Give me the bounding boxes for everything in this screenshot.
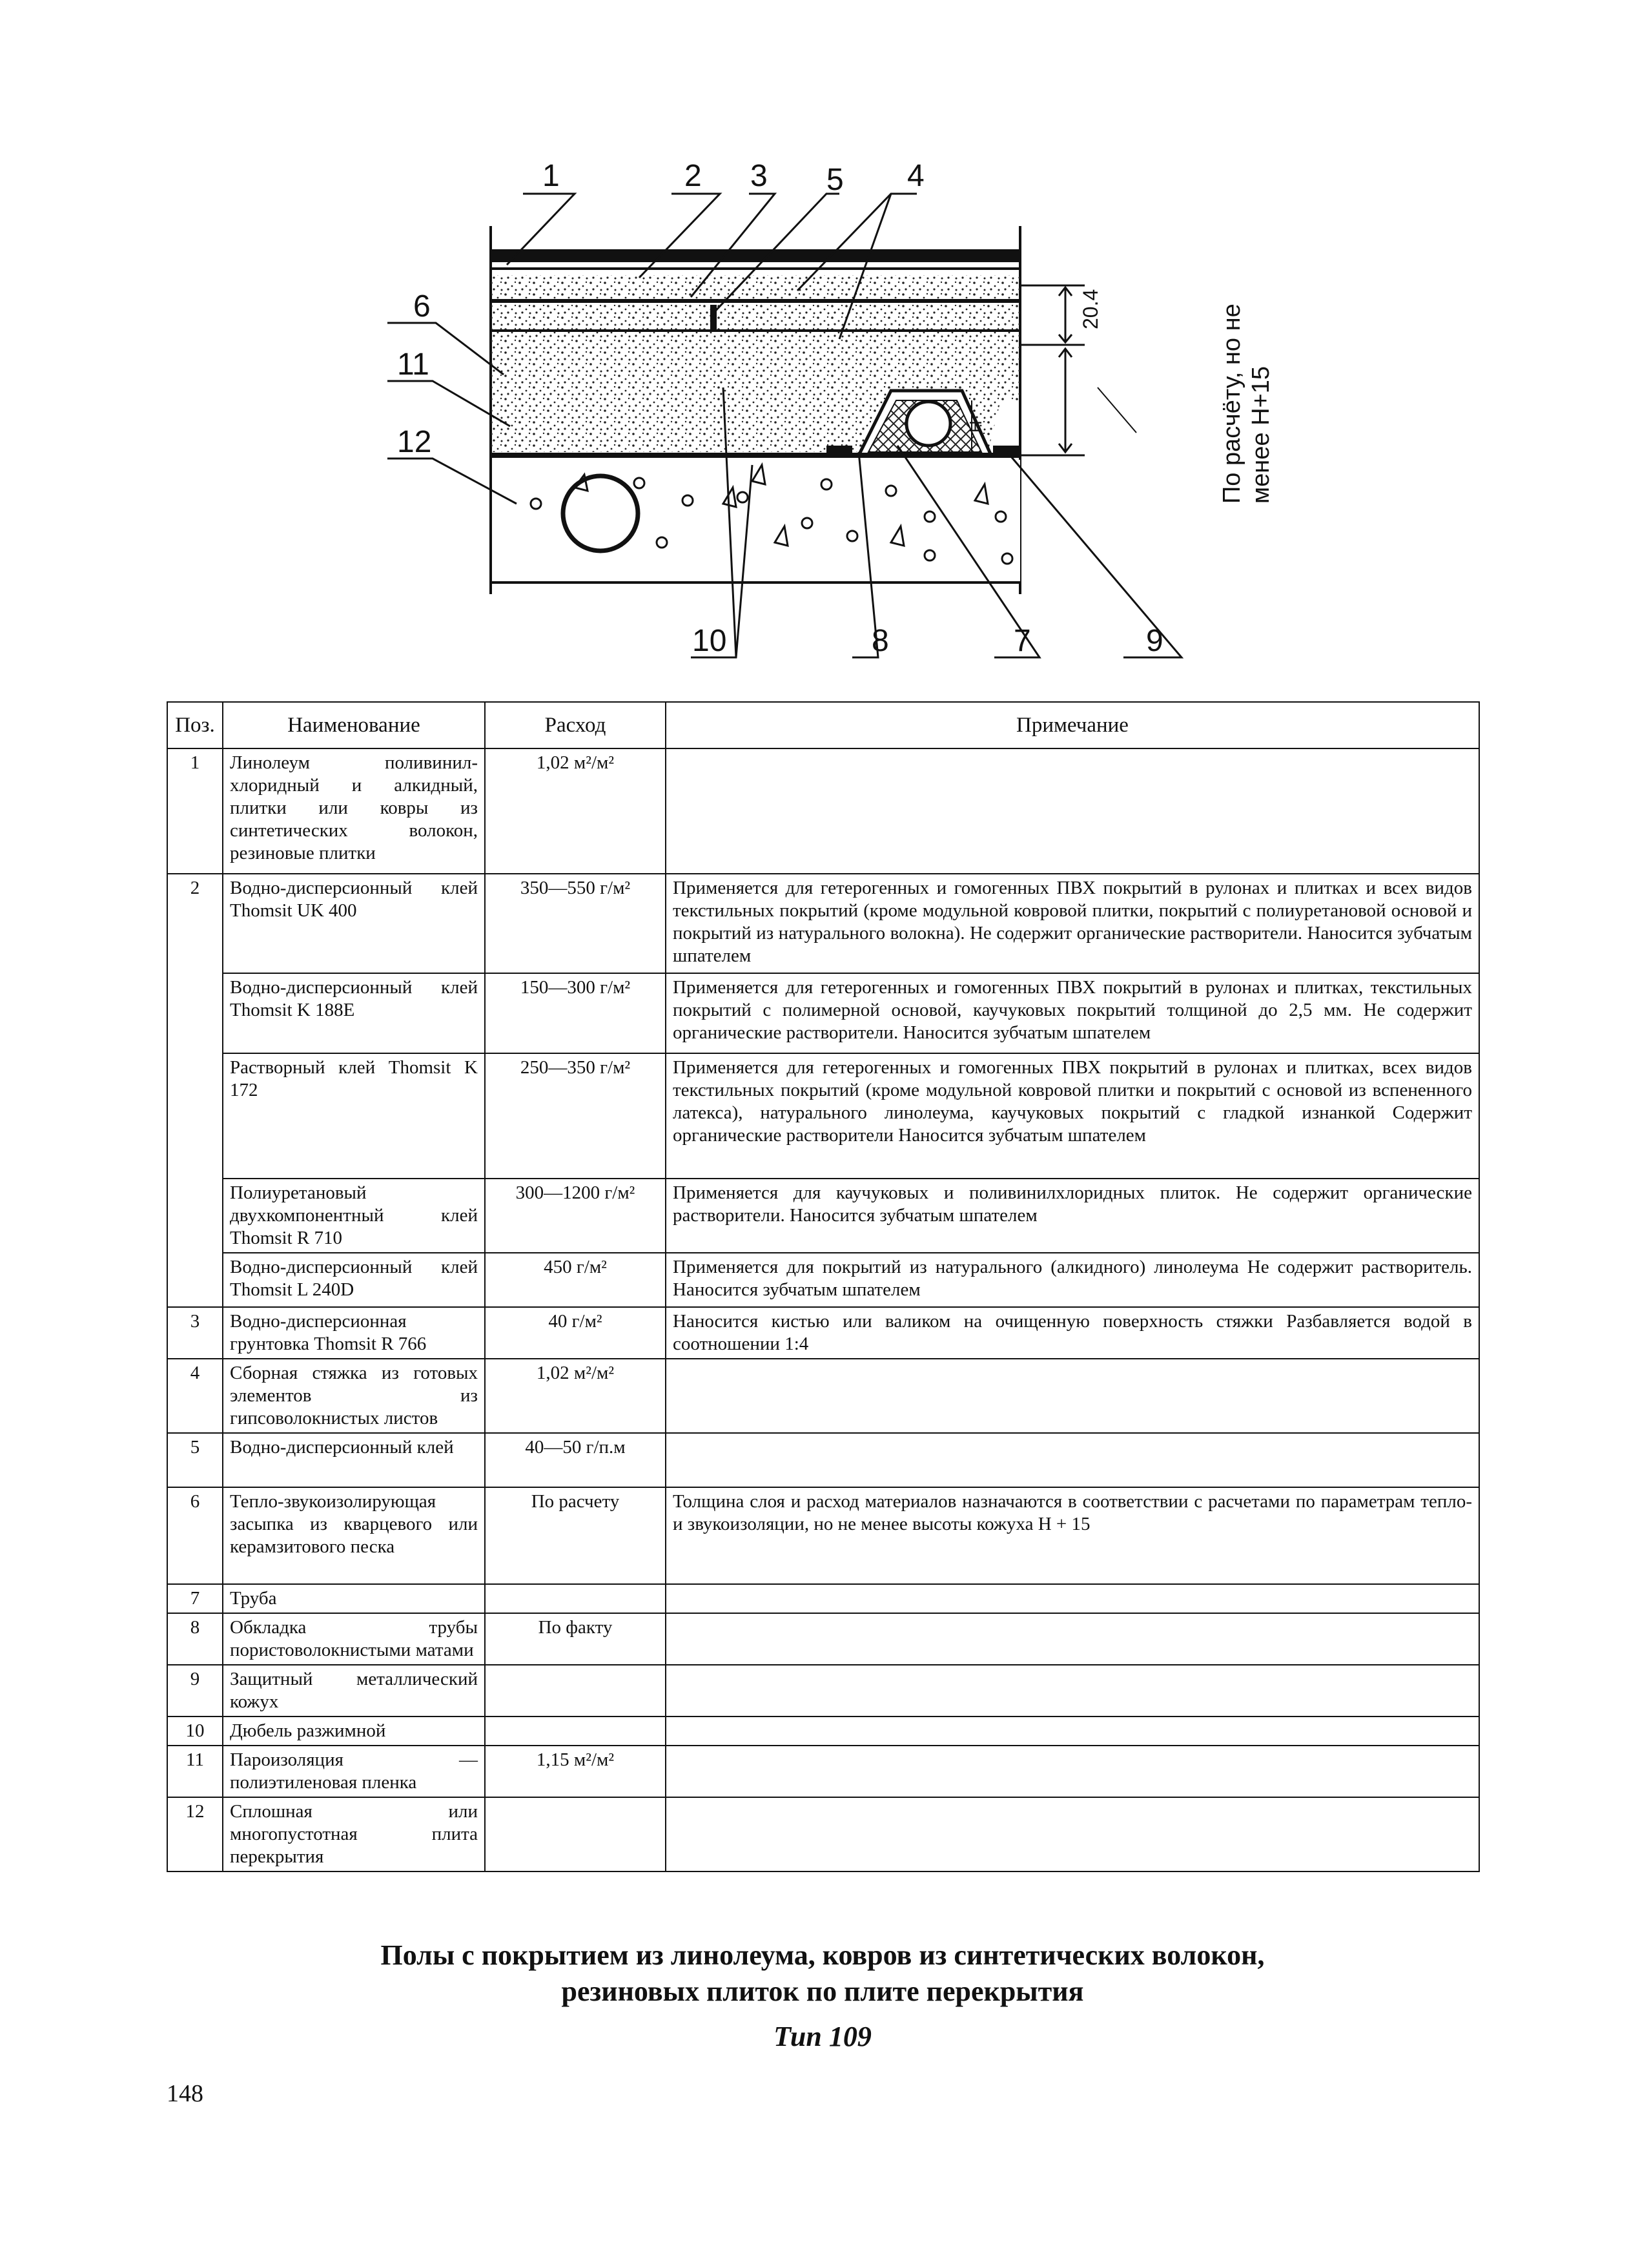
cell-name: Растворный клей Thomsit K 172 xyxy=(223,1053,485,1179)
callout-8: 8 xyxy=(872,624,889,658)
callout-7: 7 xyxy=(1014,624,1031,658)
cell-rate: 1,02 м²/м² xyxy=(485,1359,666,1433)
cell-name: Водно-дисперсионный клей Thomsit L 240D xyxy=(223,1253,485,1307)
callout-9: 9 xyxy=(1146,624,1163,658)
side-note-line1: По расчёту, но не xyxy=(1218,304,1245,504)
layer-screed-top xyxy=(491,275,1020,301)
cell-rate: 150—300 г/м² xyxy=(485,973,666,1053)
callout-10: 10 xyxy=(692,624,727,658)
header-rate: Расход xyxy=(485,702,666,748)
cell-pos: 1 xyxy=(167,748,223,874)
cell-note: Применяется для покрытий из натурального (алкидного) линолеума Не содержит растворитель. Наносится зубчатым шпателем xyxy=(666,1253,1479,1307)
cell-pos xyxy=(167,973,223,1053)
cell-name: Труба xyxy=(223,1584,485,1613)
cell-rate: 450 г/м² xyxy=(485,1253,666,1307)
cell-pos: 7 xyxy=(167,1584,223,1613)
cell-rate: 40 г/м² xyxy=(485,1307,666,1359)
cell-note: Применяется для каучуковых и поливинилхлоридных плиток. Не содержит органические растворители. Наносится зубчатым шпателем xyxy=(666,1179,1479,1253)
page-caption xyxy=(167,1937,1479,2010)
cell-note xyxy=(666,1584,1479,1613)
table-row xyxy=(167,1487,1479,1584)
cell-rate: 1,15 м²/м² xyxy=(485,1746,666,1797)
cell-rate: 300—1200 г/м² xyxy=(485,1179,666,1253)
dowel-right xyxy=(993,446,1019,455)
cell-name: Полиуретановый двухкомпонентный клей Thomsit R 710 xyxy=(223,1179,485,1253)
cell-pos xyxy=(167,1053,223,1179)
page-number: 148 xyxy=(167,2080,203,2107)
cell-note: Применяется для гетерогенных и гомогенных ПВХ покрытий в рулонах и плитках и всех видов текстильных покрытий (кроме модульной ковровой плитки, покрытий с полиуретановой основой и покрытий из натурального волокна). Не содержит органические растворители. Наносится зубчатым шпателем xyxy=(666,874,1479,973)
table-row xyxy=(167,1307,1479,1359)
cell-name: Водно-дисперсионный клей Thomsit UK 400 xyxy=(223,874,485,973)
cell-pos: 6 xyxy=(167,1487,223,1584)
cell-note xyxy=(666,748,1479,874)
cell-name: Сборная стяжка из готовых элементов из гипсоволокнистых листов xyxy=(223,1359,485,1433)
cell-rate xyxy=(485,1716,666,1746)
callout-5: 5 xyxy=(826,163,844,197)
table-row xyxy=(167,874,1479,973)
cell-rate: По факту xyxy=(485,1613,666,1665)
table-row xyxy=(167,1179,1479,1253)
header-pos: Поз. xyxy=(167,702,223,748)
callout-11: 11 xyxy=(397,347,429,382)
cell-note: Применяется для гетерогенных и гомогенных ПВХ покрытий в рулонах и плитках, всех видов текстильных покрытий (кроме модульной ковровой плитки и покрытий с основой из вспененного латекса), натурального линолеума, каучуковых покрытий с гладкой изнанкой Содержит органические растворители Наносится зубчатым шпателем xyxy=(666,1053,1479,1179)
cell-pos xyxy=(167,1253,223,1307)
layer-screed-bottom xyxy=(491,305,1020,331)
cell-rate: По расчету xyxy=(485,1487,666,1584)
table-row xyxy=(167,1613,1479,1665)
callout-2: 2 xyxy=(684,159,702,193)
cell-pos: 11 xyxy=(167,1746,223,1797)
glue-joint xyxy=(710,305,717,331)
cell-note xyxy=(666,1359,1479,1433)
cell-rate xyxy=(485,1797,666,1871)
table-row xyxy=(167,748,1479,874)
cell-note xyxy=(666,1716,1479,1746)
type-label: Тип 109 xyxy=(773,2021,872,2052)
caption-line-2: резиновых плиток по плите перекрытия xyxy=(561,1975,1084,2007)
side-note-line2: менее H+15 xyxy=(1247,366,1275,504)
cell-rate xyxy=(485,1584,666,1613)
dimension-value: 20.4 xyxy=(1079,289,1102,329)
layer-linoleum xyxy=(491,249,1020,262)
cell-rate: 250—350 г/м² xyxy=(485,1053,666,1179)
cell-name: Защитный металлический кожух xyxy=(223,1665,485,1716)
cell-pos xyxy=(167,1179,223,1253)
cell-name: Сплошная или многопустотная плита перекрытия xyxy=(223,1797,485,1871)
callout-3: 3 xyxy=(750,159,768,193)
cell-note xyxy=(666,1613,1479,1665)
cell-pos: 2 xyxy=(167,874,223,973)
cell-name: Тепло-звукоизолирующая засыпка из кварцевого или керамзитового песка xyxy=(223,1487,485,1584)
callout-4: 4 xyxy=(907,159,925,193)
cell-note: Толщина слоя и расход материалов назначаются в соответствии с расчетами по параметрам тепло- и звукоизоляции, но не менее высоты кожуха H + 15 xyxy=(666,1487,1479,1584)
cell-name: Водно-дисперсионная грунтовка Thomsit R 766 xyxy=(223,1307,485,1359)
cell-pos: 12 xyxy=(167,1797,223,1871)
table-row xyxy=(167,1797,1479,1871)
cell-name: Водно-дисперсионный клей Thomsit K 188E xyxy=(223,973,485,1053)
cell-pos: 4 xyxy=(167,1359,223,1433)
specification-table xyxy=(167,701,1480,1872)
cell-name: Линолеум поливинил-хлоридный и алкидный, плитки или ковры из синтетических волокон, резиновые плитки xyxy=(223,748,485,874)
callout-12: 12 xyxy=(397,425,432,459)
table-row xyxy=(167,1584,1479,1613)
table-row xyxy=(167,1665,1479,1716)
cell-note xyxy=(666,1665,1479,1716)
cell-rate: 350—550 г/м² xyxy=(485,874,666,973)
floor-section-drawing xyxy=(362,129,1304,697)
cell-pos: 8 xyxy=(167,1613,223,1665)
cell-rate: 40—50 г/п.м xyxy=(485,1433,666,1487)
cell-note: Применяется для гетерогенных и гомогенных ПВХ покрытий в рулонах и плитках, текстильных покрытий с полимерной основой, каучуковых покрытий толщиной до 2,5 мм. Не содержит органические растворители. Наносится зубчатым шпателем xyxy=(666,973,1479,1053)
cell-name: Пароизоляция — полиэтиленовая пленка xyxy=(223,1746,485,1797)
table-row xyxy=(167,1253,1479,1307)
callout-6: 6 xyxy=(413,289,431,324)
cell-rate xyxy=(485,1665,666,1716)
table-row xyxy=(167,1359,1479,1433)
cell-name: Обкладка трубы пористоволокнистыми матами xyxy=(223,1613,485,1665)
cell-note xyxy=(666,1433,1479,1487)
table-row xyxy=(167,1433,1479,1487)
dowel-left xyxy=(826,446,852,455)
table-row xyxy=(167,1746,1479,1797)
cell-pos: 9 xyxy=(167,1665,223,1716)
cell-pos: 3 xyxy=(167,1307,223,1359)
cell-name: Водно-дисперсионный клей xyxy=(223,1433,485,1487)
header-name: Наименование xyxy=(223,702,485,748)
pipe xyxy=(906,402,950,446)
cell-rate: 1,02 м²/м² xyxy=(485,748,666,874)
table-row xyxy=(167,973,1479,1053)
cell-note: Наносится кистью или валиком на очищенную поверхность стяжки Разбавляется водой в соотношении 1:4 xyxy=(666,1307,1479,1359)
cell-name: Дюбель разжимной xyxy=(223,1716,485,1746)
cell-pos: 10 xyxy=(167,1716,223,1746)
table-row xyxy=(167,1716,1479,1746)
header-note: Примечание xyxy=(666,702,1479,748)
cell-note xyxy=(666,1797,1479,1871)
h-label: H xyxy=(966,420,985,433)
callout-1: 1 xyxy=(542,159,560,193)
cell-note xyxy=(666,1746,1479,1797)
table-row xyxy=(167,1053,1479,1179)
caption-line-1: Полы с покрытием из линолеума, ковров из синтетических волокон, xyxy=(380,1939,1265,1971)
cell-pos: 5 xyxy=(167,1433,223,1487)
table-header-row xyxy=(167,702,1479,748)
